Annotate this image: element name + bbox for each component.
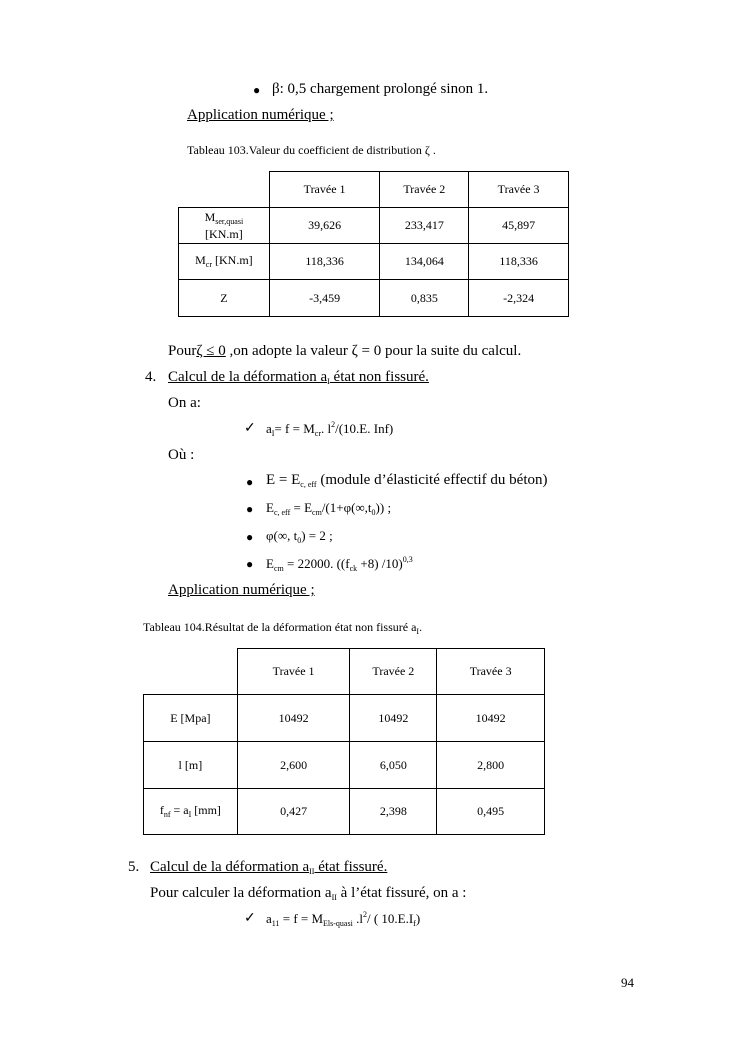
table-row (179, 244, 569, 280)
table-cell: 10492 (237, 695, 350, 742)
section-4-title: Calcul de la déformation $a_I$ état non fissuré. (168, 369, 429, 386)
pour-line: Pourζ ≤ 0 ,on adopte la valeur ζ = 0 pour la suite du calcul. (168, 343, 522, 359)
table-cell: 134,064 (380, 244, 469, 280)
bullet-ecm-formula: $E_{cm} = 22000$. ($(f_{ck} +8)$ /10)$^{0,3}$ (266, 555, 413, 573)
table-header-cell: Travée 3 (469, 172, 569, 208)
table-header-cell: Travée 1 (269, 172, 380, 208)
bullet-icon: ● (246, 502, 254, 516)
row-label-l: l [m] (144, 742, 238, 789)
table-header-cell: Travée 2 (350, 649, 437, 695)
table-row (179, 280, 569, 317)
bullet-icon: ● (246, 475, 254, 489)
table-cell: 233,417 (380, 208, 469, 244)
bullet-phi-value: φ(∞, $t_0) = 2$ ; (266, 528, 333, 545)
bullet-icon: ● (246, 557, 254, 571)
table-cell: 0,495 (437, 789, 545, 835)
section-4-number: 4. (145, 369, 157, 385)
table-header-cell: Travée 2 (380, 172, 469, 208)
table-corner-cell (144, 649, 238, 695)
formula-a11: $a_{11} = f = M_{Els-quasi}$ $.l^2/$ ( $10.E.I_f$) (266, 910, 421, 928)
table-cell: 10492 (350, 695, 437, 742)
bullet-icon: ● (253, 83, 261, 97)
bullet-ceff-formula: $E_{c, eff} = E_{cm}/(1+\varphi(\infty,t_0))$ ; (266, 500, 392, 517)
row-label-mcr: $M_{cr}$ [KN.m] (179, 244, 270, 280)
table-row (144, 789, 545, 835)
table103-caption: Tableau 103.Valeur du coefficient de distribution ζ . (187, 143, 436, 157)
table-cell: 39,626 (269, 208, 380, 244)
table104-caption: Tableau 104.Résultat de la déformation état non fissuré $a_I$. (143, 620, 423, 636)
table-row (144, 695, 545, 742)
table-cell: 118,336 (269, 244, 380, 280)
row-label-fnf: $f_{nf} = a_I$ [mm] (144, 789, 238, 835)
table-cell: -2,324 (469, 280, 569, 317)
table-cell: 2,800 (437, 742, 545, 789)
on-a-label: On a: (168, 395, 201, 411)
checkmark-icon: ✓ (244, 421, 256, 436)
table-cell: 0,427 (237, 789, 350, 835)
table-cell: 118,336 (469, 244, 569, 280)
section-5-title: Calcul de la déformation $a_{II}$ état fissuré. (150, 859, 388, 876)
table-cell: -3,459 (269, 280, 380, 317)
table-cell: 6,050 (350, 742, 437, 789)
row-label-e: E [Mpa] (144, 695, 238, 742)
table-header-cell: Travée 3 (437, 649, 545, 695)
table-cell: 2,398 (350, 789, 437, 835)
table-cell: 45,897 (469, 208, 569, 244)
pour-calculer-line: Pour calculer la déformation $a_{II}$ à l’état fissuré, on a : (150, 885, 467, 902)
ou-label: Où : (168, 447, 195, 463)
section-5-number: 5. (128, 859, 140, 875)
checkmark-icon: ✓ (244, 911, 256, 926)
bullet-icon: ● (246, 530, 254, 544)
formula-a1: $a_I= f = M_{cr}$. $l^2/(10.E$. Inf) (266, 420, 394, 438)
table-row (144, 742, 545, 789)
beta-line: β: 0,5 chargement prolongé sinon 1. (272, 81, 489, 97)
table-header-cell: Travée 1 (237, 649, 350, 695)
table-row (179, 208, 569, 244)
table-cell: 10492 (437, 695, 545, 742)
row-label-mser: $M_{ser,quasi}$ [KN.m] (179, 208, 270, 244)
table-cell: 0,835 (380, 280, 469, 317)
table-corner-cell (179, 172, 270, 208)
app-num-heading-2: Application numérique ; (168, 582, 315, 598)
table-cell: 2,600 (237, 742, 350, 789)
page-number: 94 (621, 975, 634, 990)
row-label-z: Z (179, 280, 270, 317)
bullet-e-definition: $E = E_{c, eff}$ (module d’élasticité effectif du béton) (266, 472, 548, 489)
app-num-heading-1: Application numérique ; (187, 107, 334, 123)
table-104 (143, 648, 545, 835)
table-103 (178, 171, 569, 317)
table-header-row (179, 172, 569, 208)
table-header-row (144, 649, 545, 695)
